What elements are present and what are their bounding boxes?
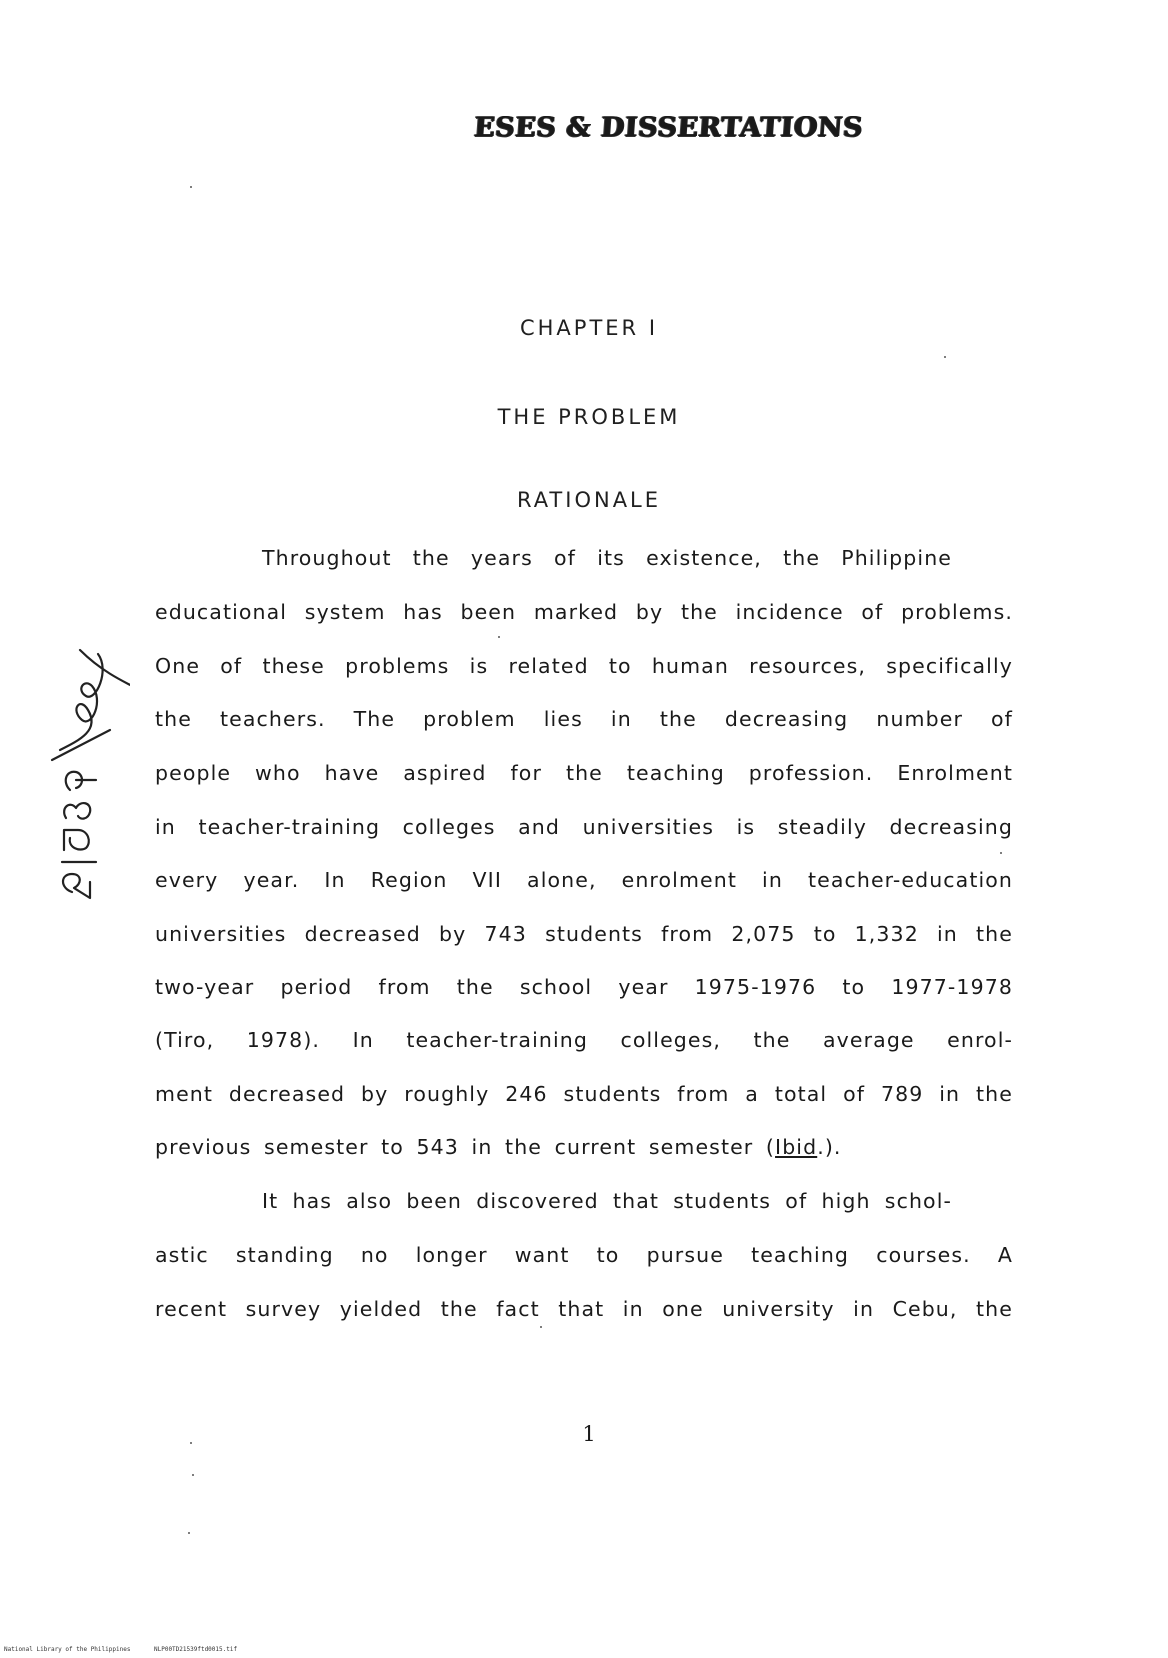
text-line: people who have aspired for the teaching profession. Enrolment: [155, 761, 1013, 785]
text-segment: .).: [817, 1135, 842, 1159]
ibid-citation: Ibid: [775, 1135, 818, 1159]
text-line: astic standing no longer want to pursue teaching courses. A: [155, 1243, 1013, 1267]
text-line: two-year period from the school year 1975-1976 to 1977-1978: [155, 975, 1013, 999]
scan-speck: [192, 1474, 194, 1476]
footer-library: National Library of the Philippines: [4, 1646, 131, 1653]
text-line: Throughout the years of its existence, the Philippine: [262, 546, 952, 570]
handwritten-accession-number: [30, 630, 130, 910]
text-line: ment decreased by roughly 246 students from a total of 789 in the: [155, 1082, 1013, 1106]
text-line: It has also been discovered that students of high schol-: [262, 1189, 952, 1213]
scan-speck: [944, 356, 946, 358]
text-line: recent survey yielded the fact that in one university in Cebu, the: [155, 1297, 1013, 1321]
text-line: the teachers. The problem lies in the decreasing number of: [155, 707, 1013, 731]
text-line: One of these problems is related to human resources, specifically: [155, 654, 1013, 678]
scan-speck: [190, 186, 192, 188]
text-line: [155, 1134, 1013, 1160]
text-line: every year. In Region VII alone, enrolment in teacher-education: [155, 868, 1013, 892]
scan-speck: [190, 1442, 192, 1444]
theses-dissertations-stamp: ESES & DISSERTATIONS: [472, 112, 864, 143]
text-line: in teacher-training colleges and universities is steadily decreasing: [155, 815, 1013, 839]
rationale-heading: RATIONALE: [516, 488, 662, 512]
scan-footer: [4, 1646, 238, 1653]
text-line: educational system has been marked by the incidence of problems.: [155, 600, 1013, 624]
footer-filename: NLP00TD21539ftd0015.tif: [154, 1646, 238, 1653]
text-line: universities decreased by 743 students from 2,075 to 1,332 in the: [155, 922, 1013, 946]
text-segment: previous semester to 543 in the current semester (: [155, 1135, 776, 1159]
problem-heading: THE PROBLEM: [497, 405, 681, 429]
chapter-heading: CHAPTER I: [519, 316, 659, 340]
text-line: (Tiro, 1978). In teacher-training colleges, the average enrol-: [155, 1028, 1013, 1052]
scan-speck: [188, 1532, 190, 1534]
page-number: 1: [582, 1422, 596, 1446]
scan-speck: [1000, 852, 1002, 854]
scan-speck: [540, 1326, 542, 1328]
scan-speck: [498, 636, 500, 638]
